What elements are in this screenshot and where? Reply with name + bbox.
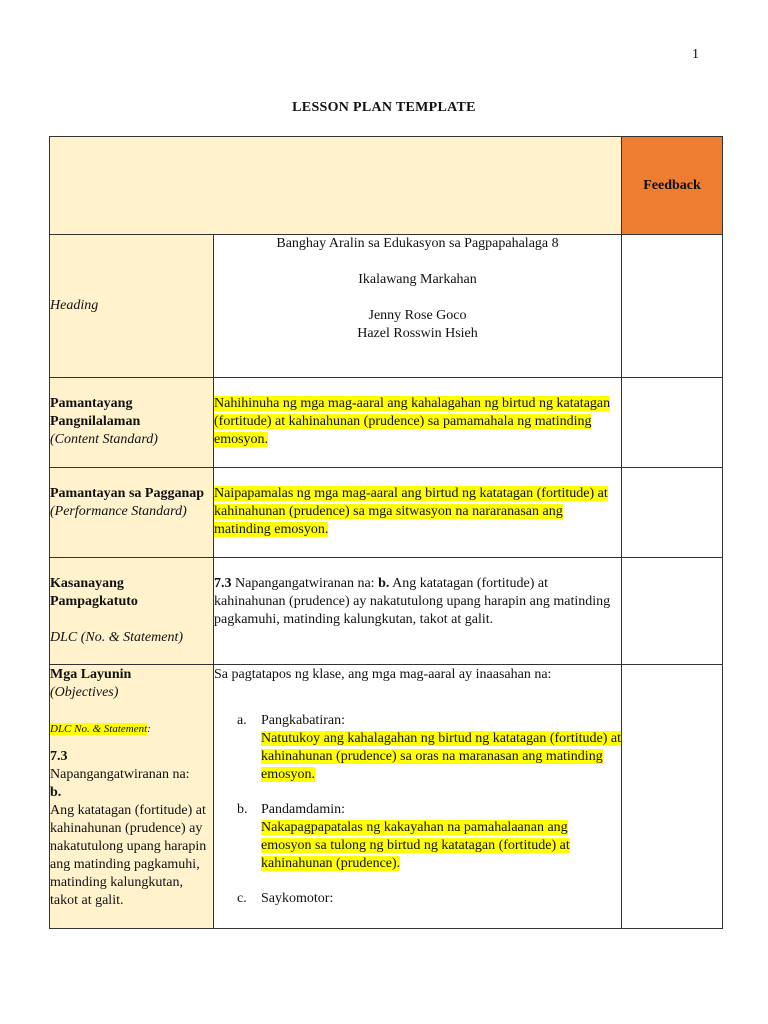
competency-cell: 7.3 Napangangatwiranan na: b. Ang katatagan (fortitude) at kahinahunan (prudence) ay nakatutulong upang harapin ang matinding pagkamuhi, matinding kalungkutan, takot at galit. xyxy=(214,558,622,665)
competency-label-cell xyxy=(50,558,214,665)
content-standard-feedback-cell xyxy=(622,378,723,468)
competency-label: Kasanayang Pampagkatuto xyxy=(50,576,138,609)
objectives-feedback-cell xyxy=(622,665,723,929)
page-number: 1 xyxy=(692,47,699,62)
content-standard-text: Nahihinuha ng mga mag-aaral ang kahalagahan ng birtud ng katatagan (fortitude) at kahinahunan (prudence) sa pamamahala ng matinding emosyon. xyxy=(214,396,611,447)
performance-standard-row xyxy=(50,468,723,558)
heading-line-author-2: Hazel Rosswin Hsieh xyxy=(357,326,478,341)
objectives-dlc-statement: Napangangatwiranan na: b. Ang katatagan (fortitude) at kahinahunan (prudence) ay nakatutulong upang harapin ang matinding pagkamuhi, matinding kalungkutan, takot at galit. xyxy=(50,767,207,908)
lesson-plan-table xyxy=(49,136,723,929)
performance-standard-sublabel: (Performance Standard) xyxy=(50,504,187,519)
objective-affective: b. Pandamdamin: Nakapagpapatalas ng kakayahan na pamahalaanan ang emosyon sa tulong ng birtud ng katatagan (fortitude) at kahinahunan (prudence). xyxy=(237,802,570,871)
heading-line-quarter: Ikalawang Markahan xyxy=(358,272,477,287)
objectives-cell xyxy=(214,665,622,929)
content-standard-cell xyxy=(214,378,622,468)
objectives-dlc-number: 7.3 xyxy=(50,749,68,764)
performance-standard-feedback-cell xyxy=(622,468,723,558)
objective-psychomotor: c. Saykomotor: xyxy=(237,891,334,906)
objectives-intro: Sa pagtatapos ng klase, ang mga mag-aaral ay inaasahan na: xyxy=(214,667,552,682)
objectives-label-cell: Mga Layunin (Objectives) DLC No. & Statement: 7.3 Napangangatwiranan na: b. Ang katatagan (fortitude) at kahinahunan (prudence) ay nakatutulong upang harapin ang matinding pagkamuhi, matinding kalungkutan, takot at galit. xyxy=(50,665,214,929)
feedback-header: Feedback xyxy=(622,137,723,235)
content-standard-row xyxy=(50,378,723,468)
objectives-row xyxy=(50,665,723,929)
document-title: LESSON PLAN TEMPLATE xyxy=(292,100,476,115)
content-standard-sublabel: (Content Standard) xyxy=(50,432,158,447)
header-blank-cell xyxy=(50,137,622,235)
heading-content xyxy=(214,235,622,378)
heading-label: Heading xyxy=(50,298,99,313)
objective-cognitive: a. Pangkabatiran: Natutukoy ang kahalagahan ng birtud ng katatagan (fortitude) at kahinahunan (prudence) sa oras na maranasan ang matinding emosyon. xyxy=(237,713,621,782)
objectives-sublabel: (Objectives) xyxy=(50,685,119,700)
performance-standard-cell xyxy=(214,468,622,558)
heading-label-cell xyxy=(50,235,214,378)
heading-feedback-cell xyxy=(622,235,723,378)
heading-line-course: Banghay Aralin sa Edukasyon sa Pagpapahalaga 8 xyxy=(276,236,559,251)
header-row xyxy=(50,137,723,235)
objective-affective-text: Nakapagpapatalas ng kakayahan na pamahalaanan ang emosyon sa tulong ng birtud ng katatagan (fortitude) at kahinahunan (prudence). xyxy=(261,820,570,871)
heading-line-author-1: Jenny Rose Goco xyxy=(368,308,467,323)
content-standard-label: Pamantayang Pangnilalaman xyxy=(50,396,141,429)
objective-cognitive-text: Natutukoy ang kahalagahan ng birtud ng katatagan (fortitude) at kahinahunan (prudence) sa oras na maranasan ang matinding emosyon. xyxy=(261,731,621,782)
performance-standard-label: Pamantayan sa Pagganap xyxy=(50,486,205,501)
performance-standard-label-cell xyxy=(50,468,214,558)
performance-standard-text: Naipapamalas ng mga mag-aaral ang birtud ng katatagan (fortitude) at kahinahunan (prudence) sa mga sitwasyon na nararanasan ang matinding emosyon. xyxy=(214,486,608,537)
content-standard-label-cell xyxy=(50,378,214,468)
objectives-label: Mga Layunin xyxy=(50,667,132,682)
competency-number: 7.3 xyxy=(214,576,232,591)
heading-row xyxy=(50,235,723,378)
dlc-tag: DLC No. & Statement xyxy=(50,723,148,735)
competency-row xyxy=(50,558,723,665)
competency-feedback-cell xyxy=(622,558,723,665)
competency-sublabel: DLC (No. & Statement) xyxy=(50,630,183,645)
objectives-list xyxy=(214,712,621,908)
